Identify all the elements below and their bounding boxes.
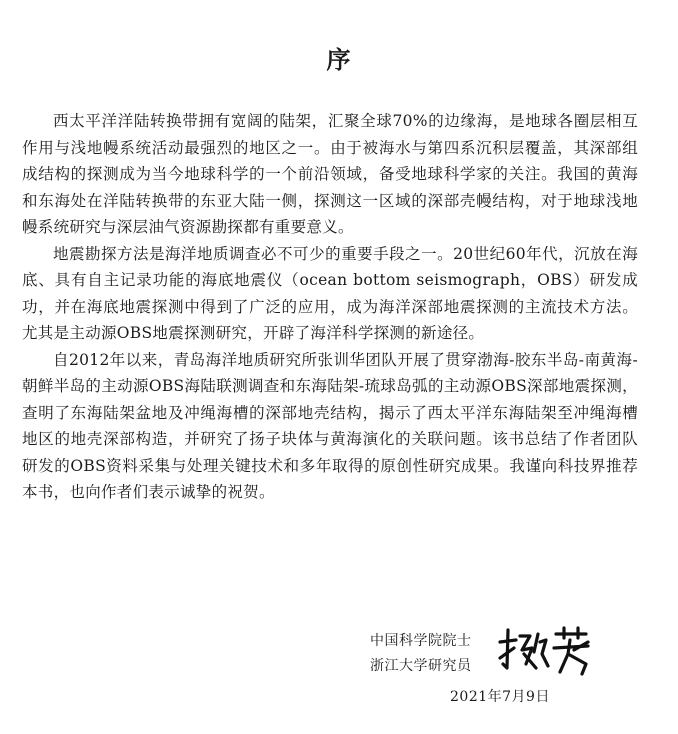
signature-block <box>370 630 610 720</box>
paragraph-1: 西太平洋洋陆转换带拥有宽阔的陆架，汇聚全球70%的边缘海，是地球各圈层相互作用与浅地幔系统活动最强烈的地区之一。由于被海水与第四系沉积层覆盖，其深部组成结构的探测成为当今地球科学的一个前沿领域，备受地球科学家的关注。我国的黄海和东海处在洋陆转换带的东亚大陆一侧，探测这一区域的深部壳幔结构，对于地球浅地幔系统研究与深层油气资源勘探都有重要意义。 <box>22 112 638 236</box>
signer-affiliation: 浙江大学研究员 <box>370 658 472 674</box>
paragraph-3: 自2012年以来，青岛海洋地质研究所张训华团队开展了贯穿渤海-胶东半岛-南黄海-朝鲜半岛的主动源OBS海陆联测调查和东海陆架-琉球岛弧的主动源OBS深部地震探测，查明了东海陆架盆地及冲绳海槽的深部地壳结构，揭示了西太平洋东海陆架至冲绳海槽地区的地壳深部构造，并研究了扬子块体与黄海演化的关联问题。该书总结了作者团队研发的OBS资料采集与处理关键技术和多年取得的原创性研究成果。我谨向科技界推荐本书，也向作者们表示诚挚的祝贺。 <box>22 350 638 501</box>
paragraph-2: 地震勘探方法是海洋地质调查必不可少的重要手段之一。20世纪60年代，沉放在海底、具有自主记录功能的海底地震仪（ocean bottom seismograph，OBS）研发成功，并在海底地震探测中得到了广泛的应用，成为海洋深部地震探测的主流技术方法。尤其是主动源OBS地震探测研究，开辟了海洋科学探测的新途径。 <box>22 244 638 342</box>
preface-body <box>22 108 638 506</box>
signer-title: 中国科学院院士 <box>370 633 472 649</box>
page-title: 序 <box>326 45 352 74</box>
signature-date: 2021年7月9日 <box>450 689 550 705</box>
handwritten-signature <box>494 624 594 680</box>
